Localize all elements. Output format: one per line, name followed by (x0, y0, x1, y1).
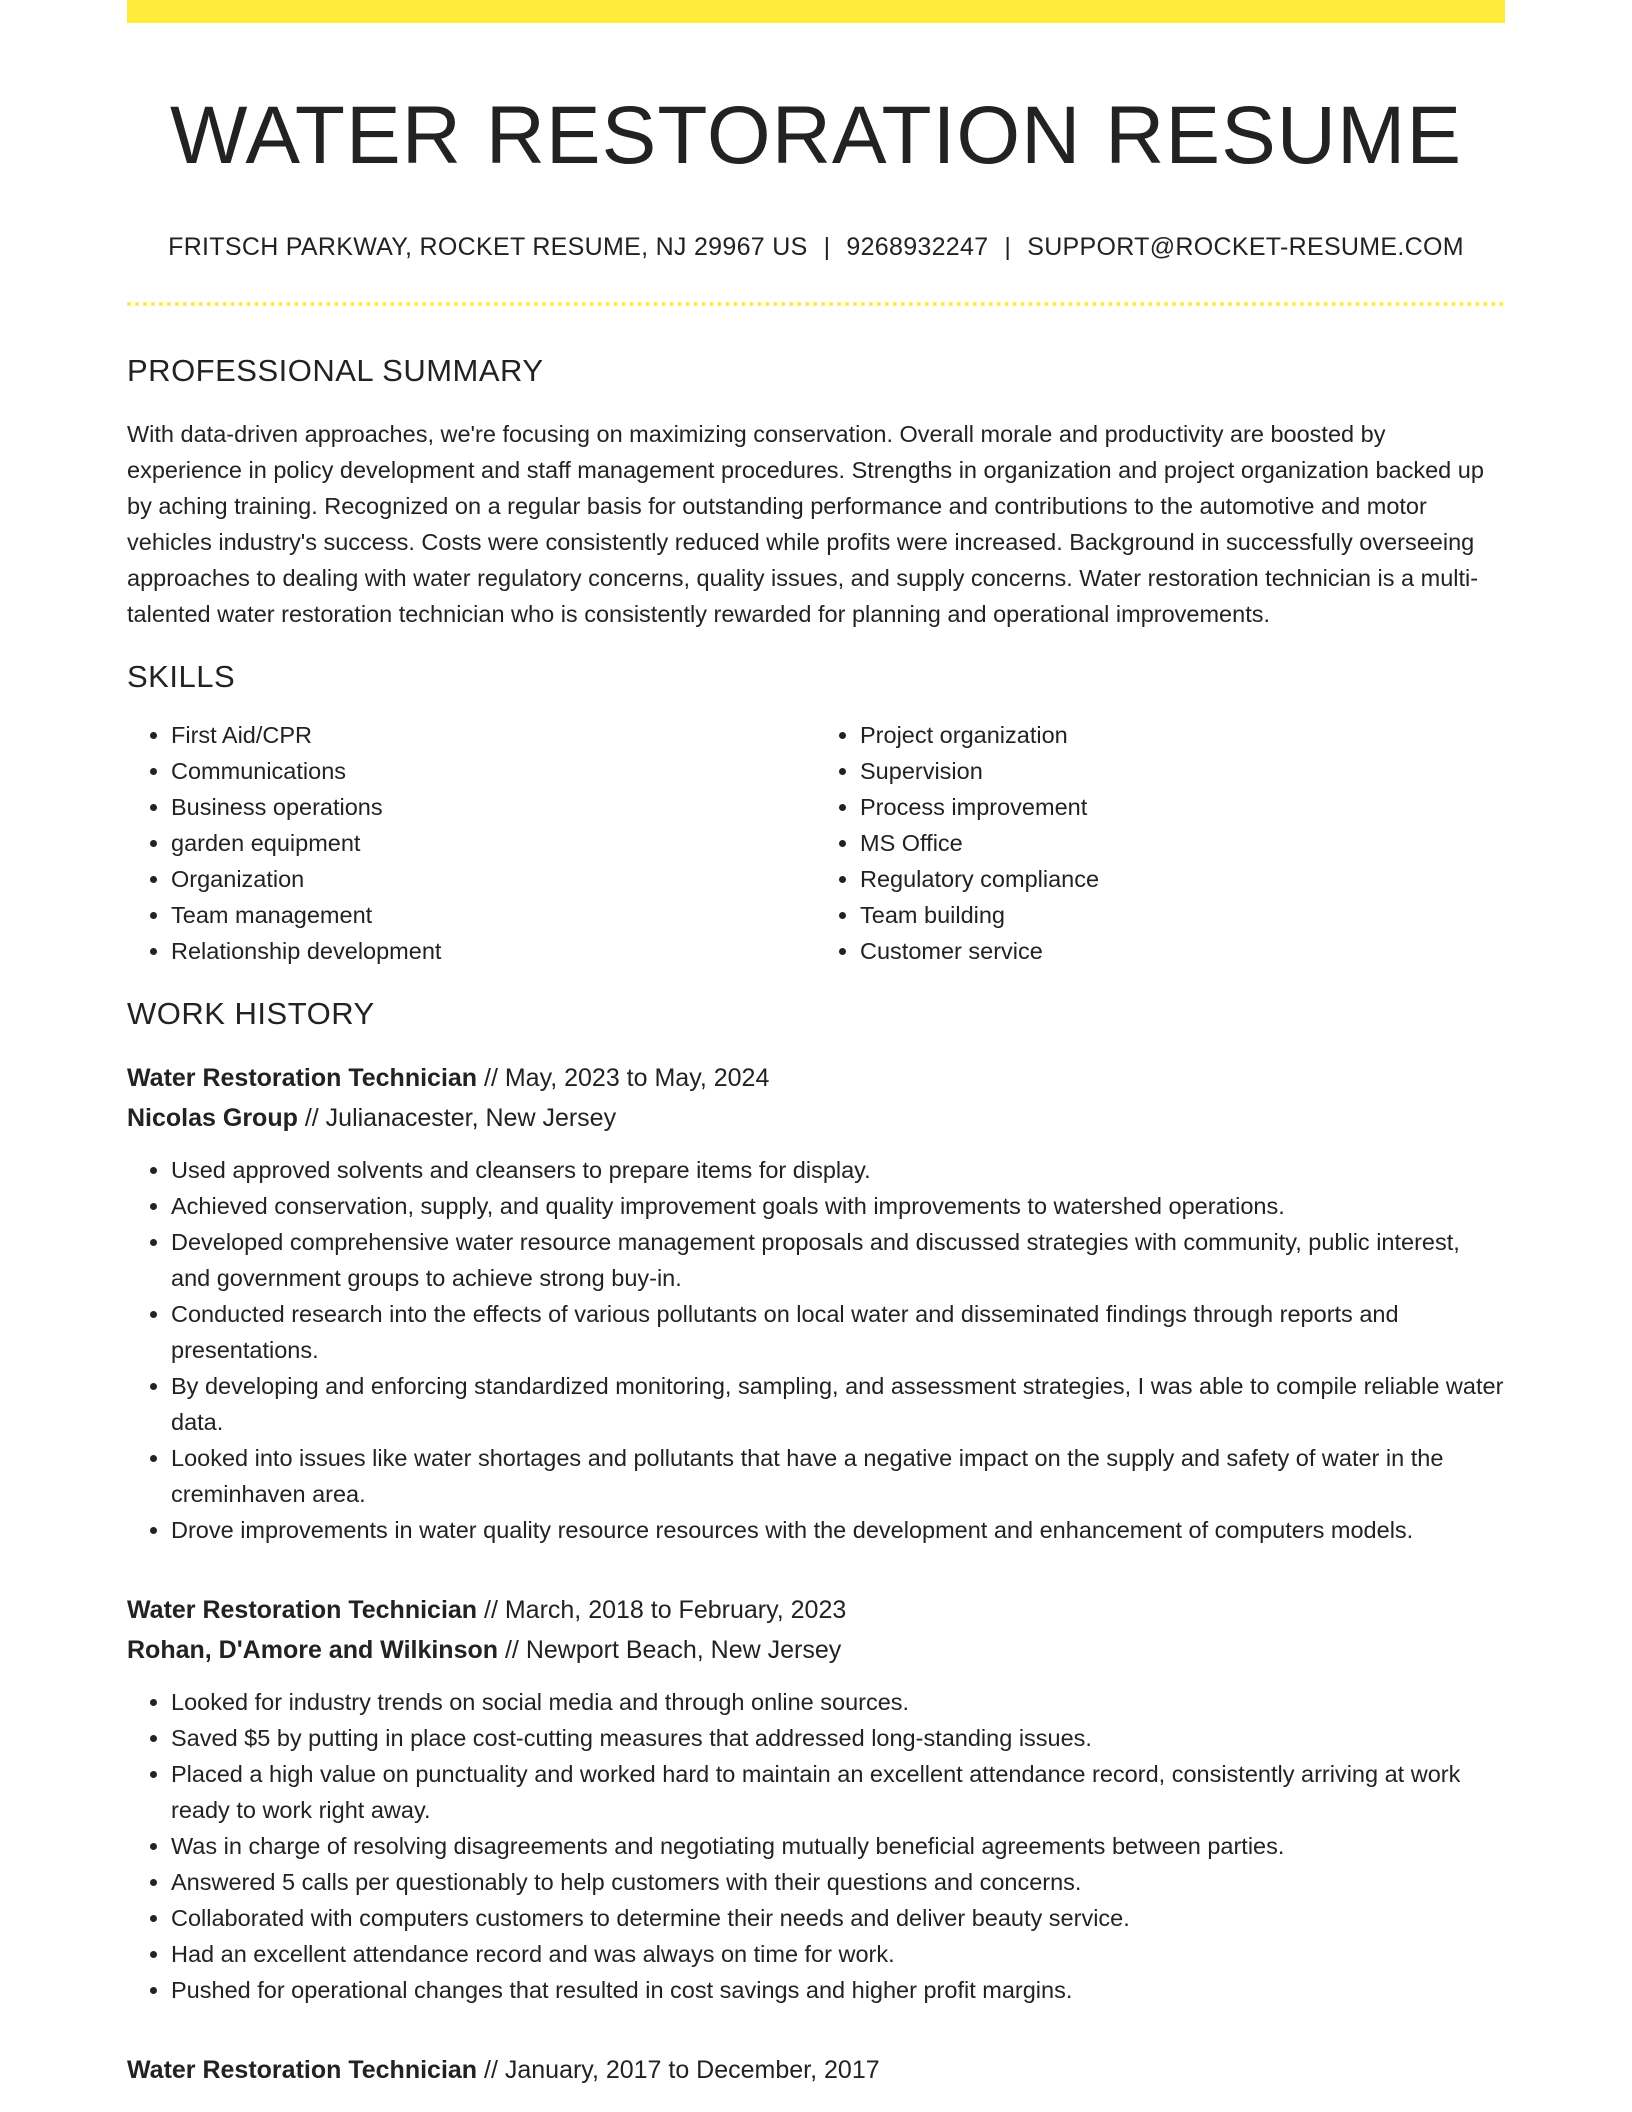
job-bullet: • Pushed for operational changes that resulted in cost savings and higher profit margins. (171, 1972, 1505, 2008)
job-entry (127, 1058, 1505, 1548)
skills-list-right (816, 717, 1505, 969)
contact-address: FRITSCH PARKWAY, ROCKET RESUME, NJ 29967 US (168, 233, 808, 262)
job-company: Nicolas Group (127, 1103, 298, 1132)
summary-text: With data-driven approaches, we're focusing on maximizing conservation. Overall morale and productivity are boosted by experience in policy development and staff management procedures. Strengths in organization and project organization backed up by aching training. Recognized on a regular basis for outstanding performance and contributions to the automotive and motor vehicles industry's success. Costs were consistently reduced while profits were increased. Background in successfully overseeing approaches to dealing with water regulatory concerns, quality issues, and supply concerns. Water restoration technician is a multi-talented water restoration technician who is consistently rewarded for planning and operational improvements. (127, 420, 1484, 627)
job-bullet: • Used approved solvents and cleansers to prepare items for display. (171, 1152, 1505, 1188)
skill-item: • Organization (171, 861, 816, 897)
job-bullets (127, 1152, 1505, 1548)
contact-line (127, 233, 1505, 262)
skill-item: • Customer service (860, 933, 1505, 969)
summary-heading: PROFESSIONAL SUMMARY (127, 353, 544, 389)
work-history-heading: WORK HISTORY (127, 995, 375, 1031)
contact-separator: | (823, 233, 831, 262)
job-bullet: • Achieved conservation, supply, and quality improvement goals with improvements to watershed operations. (171, 1188, 1505, 1224)
job-bullet: • Developed comprehensive water resource management proposals and discussed strategies with community, public interest, and government groups to achieve strong buy-in. (171, 1224, 1505, 1296)
skill-item: • Communications (171, 753, 816, 789)
job-entry (127, 1590, 1505, 2008)
job-bullet: • Collaborated with computers customers to determine their needs and deliver beauty service. (171, 1900, 1505, 1936)
header-divider (127, 302, 1505, 306)
job-dates: // January, 2017 to December, 2017 (484, 2055, 880, 2084)
contact-email: SUPPORT@ROCKET-RESUME.COM (1027, 233, 1464, 262)
job-bullet: • Drove improvements in water quality resource resources with the development and enhancement of computers models. (171, 1512, 1505, 1548)
skill-item: • garden equipment (171, 825, 816, 861)
skill-item: • First Aid/CPR (171, 717, 816, 753)
job-company-line (127, 1630, 1505, 1670)
job-entry (127, 2050, 1505, 2090)
job-bullet: • Had an excellent attendance record and was always on time for work. (171, 1936, 1505, 1972)
job-company-line (127, 1098, 1505, 1138)
job-title-line (127, 1058, 1505, 1098)
job-dates: // May, 2023 to May, 2024 (484, 1063, 770, 1092)
job-company: Rohan, D'Amore and Wilkinson (127, 1635, 499, 1664)
skills-list-left (127, 717, 816, 969)
job-bullet: • By developing and enforcing standardized monitoring, sampling, and assessment strategies, I was able to compile reliable water data. (171, 1368, 1505, 1440)
job-bullet: • Looked for industry trends on social media and through online sources. (171, 1684, 1505, 1720)
job-bullet: • Looked into issues like water shortages and pollutants that have a negative impact on the supply and safety of water in the creminhaven area. (171, 1440, 1505, 1512)
skill-item: • Project organization (860, 717, 1505, 753)
skill-item: • Process improvement (860, 789, 1505, 825)
skill-item: • Regulatory compliance (860, 861, 1505, 897)
contact-phone: 9268932247 (846, 233, 989, 262)
job-title-line (127, 1590, 1505, 1630)
job-bullet: • Conducted research into the effects of various pollutants on local water and disseminated findings through reports and presentations. (171, 1296, 1505, 1368)
job-location: // Julianacester, New Jersey (304, 1103, 617, 1132)
job-location: // Newport Beach, New Jersey (504, 1635, 842, 1664)
job-title: Water Restoration Technician (127, 2055, 478, 2084)
job-bullets (127, 1684, 1505, 2008)
contact-separator: | (1004, 233, 1012, 262)
skill-item: • Team management (171, 897, 816, 933)
skills-heading: SKILLS (127, 658, 236, 694)
skill-item: • Business operations (171, 789, 816, 825)
job-title-line (127, 2050, 1505, 2090)
skill-item: • MS Office (860, 825, 1505, 861)
job-bullet: • Placed a high value on punctuality and worked hard to maintain an excellent attendance record, consistently arriving at work ready to work right away. (171, 1756, 1505, 1828)
resume-page (127, 0, 1505, 2090)
resume-title: WATER RESTORATION RESUME (169, 90, 1463, 181)
skills-grid (127, 717, 1505, 969)
accent-bar (127, 0, 1505, 23)
skill-item: • Relationship development (171, 933, 816, 969)
skill-item: • Team building (860, 897, 1505, 933)
job-bullet: • Was in charge of resolving disagreements and negotiating mutually beneficial agreements between parties. (171, 1828, 1505, 1864)
skill-item: • Supervision (860, 753, 1505, 789)
job-bullet: • Saved $5 by putting in place cost-cutting measures that addressed long-standing issues. (171, 1720, 1505, 1756)
job-title: Water Restoration Technician (127, 1595, 478, 1624)
job-title: Water Restoration Technician (127, 1063, 478, 1092)
job-bullet: • Answered 5 calls per questionably to help customers with their questions and concerns. (171, 1864, 1505, 1900)
job-dates: // March, 2018 to February, 2023 (484, 1595, 847, 1624)
